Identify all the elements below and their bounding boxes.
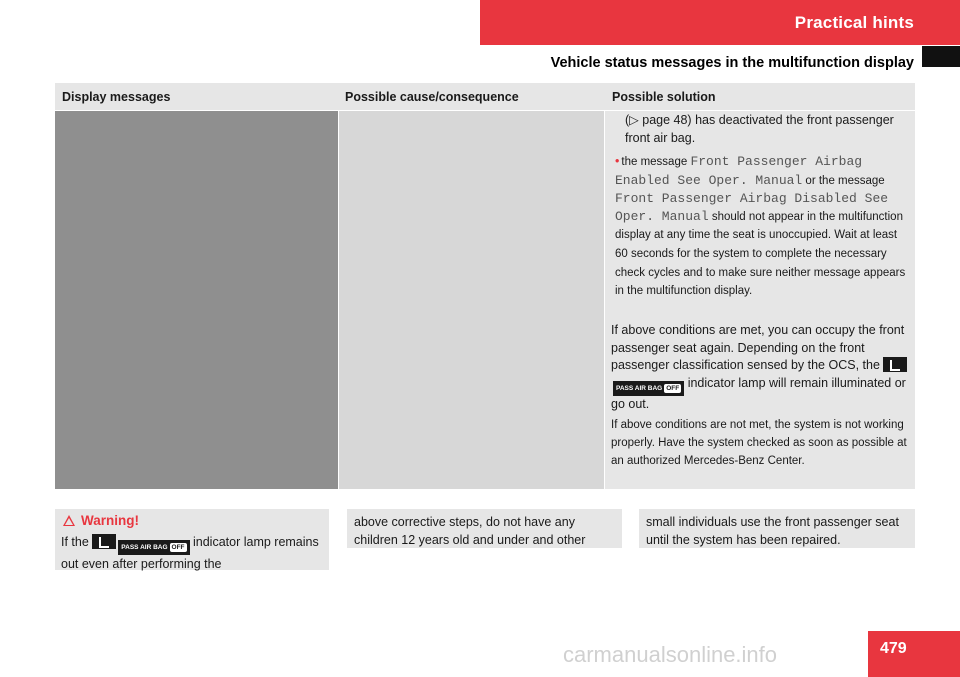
solution-para-1: (▷ page 48) has deactivated the front passenger front air bag. [625, 113, 894, 145]
page-subtitle: Vehicle status messages in the multifunction display [550, 55, 914, 71]
page-number: 479 [880, 640, 907, 657]
column-header-display: Display messages [62, 90, 171, 104]
solution-para-3: If above conditions are not met, the system is not working properly. Have the system checked as soon as possible at an authorized Mercedes-Benz Center. [611, 419, 907, 467]
watermark: carmanualsonline.info [563, 642, 778, 667]
section-title: Practical hints [794, 13, 914, 32]
child-seat-icon [92, 534, 116, 549]
header-marker [922, 46, 960, 67]
solution-bullet: • the message Front Passenger Airbag Enabled See Oper. Manual or the message Front Passenger Airbag Disabled See Oper. Manual should not appear in the multifunction display at any time the seat is unoccupied. Wait at least 60 seconds for the system to complete the necessary check cycles and to make sure neither message appears in the multifunction display. [615, 154, 906, 298]
warning-continuation-2: small individuals use the front passenger seat until the system has been repaired. [639, 509, 915, 548]
display-messages-cell [55, 111, 338, 489]
column-header-cause: Possible cause/consequence [345, 90, 519, 104]
cause-cell [339, 111, 604, 489]
message-disabled: Front Passenger Airbag Disabled See Oper. Manual [615, 191, 889, 224]
solution-para-2: If above conditions are met, you can occupy the front passenger seat again. Depending on the front passenger classification sensed by the OCS, the PASS AIR BAG OFF indicator lamp will remain illuminated or go out. [611, 323, 906, 411]
column-header-solution: Possible solution [612, 90, 716, 104]
table-header [55, 83, 915, 110]
child-seat-icon [883, 357, 907, 372]
warning-triangle-icon [63, 515, 75, 526]
warning-continuation-1: above corrective steps, do not have any children 12 years old and under and other [347, 509, 622, 548]
message-enabled: Front Passenger Airbag Enabled See Oper. Manual [615, 154, 863, 188]
bullet-icon: • [615, 154, 620, 168]
warning-text: If the PASS AIR BAG OFF indicator lamp remains out even after performing the [61, 535, 319, 571]
pass-air-bag-off-icon: PASS AIR BAG OFF [613, 381, 684, 396]
warning-title: Warning! [63, 513, 139, 528]
solution-cell [605, 111, 915, 489]
pass-air-bag-off-icon: PASS AIR BAG OFF [118, 540, 189, 555]
warning-box [55, 509, 329, 570]
